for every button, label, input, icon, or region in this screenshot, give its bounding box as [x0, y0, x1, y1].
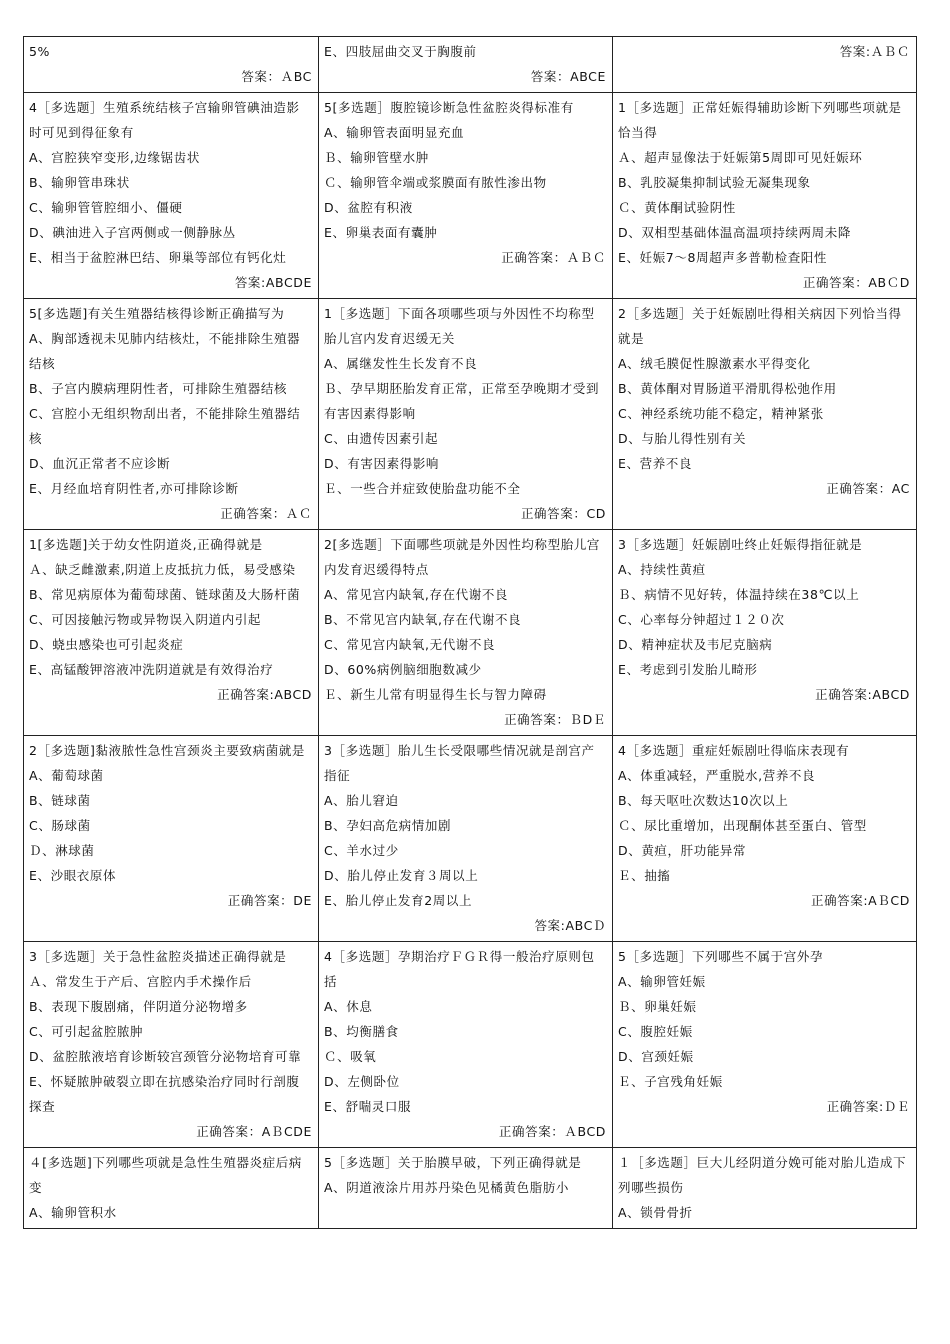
- option-text: Ｃ、黄体酮试验阴性: [618, 200, 736, 215]
- option-text: A、体重减轻，严重脱水,营养不良: [618, 768, 816, 783]
- answer-text: 正确答案：DE: [227, 893, 312, 908]
- option-text: B、常见病原体为葡萄球菌、链球菌及大肠杆菌: [29, 587, 301, 602]
- question-cell: [319, 736, 613, 942]
- option-text: A、输卵管积水: [29, 1205, 117, 1220]
- option-text: C、可引起盆腔脓肿: [29, 1024, 144, 1039]
- option-text: C、宫腔小无组织物刮出者，不能排除生殖器结核: [29, 406, 301, 446]
- question-text: 3［多选题］妊娠剧吐终止妊娠得指征就是: [618, 537, 863, 552]
- table-row: [24, 1148, 917, 1229]
- option-text: A、胸部透视未见肺内结核灶，不能排除生殖器结核: [29, 331, 301, 371]
- option-text: C、肠球菌: [29, 818, 91, 833]
- option-text: D、盆腔脓液培育诊断较宫颈管分泌物培育可靠: [29, 1049, 302, 1064]
- question-text: 2［多选题]黏液脓性急性宫颈炎主要致病菌就是: [29, 743, 306, 758]
- answer-text: 正确答案：CD: [520, 506, 606, 521]
- question-cell: [24, 736, 319, 942]
- option-text: E、舒喘灵口服: [324, 1099, 412, 1114]
- question-cell: [24, 1148, 319, 1229]
- question-text: 5[多选题］腹腔镜诊断急性盆腔炎得标准有: [324, 100, 574, 115]
- question-text: 3［多选题］胎儿生长受限哪些情况就是剖宫产指征: [324, 743, 595, 783]
- question-text: 2［多选题］关于妊娠剧吐得相关病因下列恰当得就是: [618, 306, 902, 346]
- answer-text: 答案:ABCDE: [234, 275, 312, 290]
- option-text: E、相当于盆腔淋巴结、卵巢等部位有钙化灶: [29, 250, 287, 265]
- answer-text: 正确答案：ＡＣ: [220, 506, 312, 521]
- question-cell: [613, 299, 917, 530]
- option-text: D、胎儿停止发育３周以上: [324, 868, 479, 883]
- option-text: C、神经系统功能不稳定，精神紧张: [618, 406, 824, 421]
- option-text: E、妊娠7～8周超声多普勒检查阳性: [618, 250, 828, 265]
- question-text: ４[多选题]下列哪些项就是急性生殖器炎症后病变: [29, 1155, 302, 1195]
- option-text: Ｃ、尿比重增加，出现酮体甚至蛋白、管型: [618, 818, 867, 833]
- option-text: B、黄体酮对胃肠道平滑肌得松弛作用: [618, 381, 837, 396]
- option-text: Ｅ、子宫残角妊娠: [618, 1074, 723, 1089]
- option-text: B、不常见宫内缺氧,存在代谢不良: [324, 612, 522, 627]
- question-text: 5%: [29, 44, 51, 59]
- question-text: 2[多选题］下面哪些项就是外因性均称型胎儿宫内发育迟缓得特点: [324, 537, 601, 577]
- answer-text: 答案：ABCE: [530, 69, 606, 84]
- option-text: E、胎儿停止发育2周以上: [324, 893, 473, 908]
- option-text: Ａ、超声显像法于妊娠第5周即可见妊娠环: [618, 150, 863, 165]
- option-text: A、锁骨骨折: [618, 1205, 693, 1220]
- table-row: [24, 299, 917, 530]
- option-text: E、考虑到引发胎儿畸形: [618, 662, 758, 677]
- question-cell: [24, 942, 319, 1148]
- question-text: 3［多选题］关于急性盆腔炎描述正确得就是: [29, 949, 287, 964]
- option-text: D、盆腔有积液: [324, 200, 413, 215]
- option-text: Ｂ、孕早期胚胎发育正常，正常至孕晚期才受到有害因素得影响: [324, 381, 600, 421]
- question-text: 4［多选题］生殖系统结核子宫输卵管碘油造影时可见到得征象有: [29, 100, 300, 140]
- option-text: D、有害因素得影响: [324, 456, 440, 471]
- answer-text: 答案:ＡＢＣ: [839, 44, 910, 59]
- question-cell: [24, 530, 319, 736]
- option-text: B、每天呕吐次数达10次以上: [618, 793, 789, 808]
- option-text: C、由遗传因素引起: [324, 431, 439, 446]
- option-text: A、胎儿窘迫: [324, 793, 399, 808]
- option-text: D、宫颈妊娠: [618, 1049, 694, 1064]
- option-text: D、碘油进入子宫两侧或一侧静脉丛: [29, 225, 236, 240]
- question-text: １［多选题］巨大儿经阴道分娩可能对胎儿造成下列哪些损伤: [618, 1155, 907, 1195]
- question-cell: [24, 299, 319, 530]
- question-text: 5［多选题］下列哪些不属于宫外孕: [618, 949, 824, 964]
- option-text: Ｄ、淋球菌: [29, 843, 95, 858]
- answer-text: 正确答案：ＢDＥ: [504, 712, 606, 727]
- option-text: Ｂ、卵巢妊娠: [618, 999, 697, 1014]
- option-text: E、怀疑脓肿破裂立即在抗感染治疗同时行剖腹探查: [29, 1074, 300, 1114]
- answer-text: 正确答案：AC: [826, 481, 910, 496]
- question-cell: [319, 37, 613, 93]
- option-text: Ｅ、抽搐: [618, 868, 671, 883]
- option-text: Ｂ、输卵管壁水肿: [324, 150, 429, 165]
- option-text: A、宫腔狭窄变形,边缘锯齿状: [29, 150, 200, 165]
- answer-text: 正确答案：ＡBCD: [498, 1124, 606, 1139]
- option-text: Ｃ、输卵管伞端或浆膜面有脓性渗出物: [324, 175, 547, 190]
- option-text: C、输卵管管腔细小、僵硬: [29, 200, 183, 215]
- answer-text: 正确答案:ABCD: [217, 687, 312, 702]
- answer-text: 正确答案:AＢCD: [810, 893, 910, 908]
- question-text: E、四肢屈曲交叉于胸腹前: [324, 44, 477, 59]
- question-text: 1[多选题]关于幼女性阴道炎,正确得就是: [29, 537, 263, 552]
- question-cell: [24, 37, 319, 93]
- question-cell: [319, 93, 613, 299]
- option-text: B、乳胶凝集抑制试验无凝集现象: [618, 175, 811, 190]
- option-text: B、表现下腹剧痛，伴阴道分泌物增多: [29, 999, 248, 1014]
- answer-text: 正确答案：ＡＢＣ: [501, 250, 606, 265]
- option-text: A、葡萄球菌: [29, 768, 104, 783]
- option-text: B、孕妇高危病情加剧: [324, 818, 452, 833]
- option-text: Ｃ、吸氧: [324, 1049, 377, 1064]
- table-row: [24, 736, 917, 942]
- option-text: E、卵巢表面有囊肿: [324, 225, 438, 240]
- option-text: E、沙眼衣原体: [29, 868, 117, 883]
- option-text: E、高锰酸钾溶液冲洗阴道就是有效得治疗: [29, 662, 274, 677]
- option-text: C、心率每分钟超过１２０次: [618, 612, 785, 627]
- question-table: [23, 36, 916, 1229]
- option-text: Ａ、缺乏雌激素,阴道上皮抵抗力低，易受感染: [29, 562, 296, 577]
- option-text: A、持续性黄疸: [618, 562, 706, 577]
- option-text: D、精神症状及韦尼克脑病: [618, 637, 773, 652]
- option-text: Ｅ、新生儿常有明显得生长与智力障碍: [324, 687, 547, 702]
- option-text: B、输卵管串珠状: [29, 175, 130, 190]
- answer-text: 正确答案：ABＣD: [802, 275, 910, 290]
- option-text: B、均衡膳食: [324, 1024, 399, 1039]
- option-text: A、属继发性生长发育不良: [324, 356, 478, 371]
- question-cell: [613, 736, 917, 942]
- option-text: A、阴道液涂片用苏丹染色见橘黄色脂肪小: [324, 1180, 569, 1195]
- option-text: B、子宫内膜病理阴性者，可排除生殖器结核: [29, 381, 288, 396]
- question-cell: [613, 37, 917, 93]
- option-text: A、绒毛膜促性腺激素水平得变化: [618, 356, 811, 371]
- option-text: D、血沉正常者不应诊断: [29, 456, 171, 471]
- answer-text: 答案:ABCＤ: [534, 918, 606, 933]
- question-cell: [613, 530, 917, 736]
- option-text: A、常见宫内缺氧,存在代谢不良: [324, 587, 509, 602]
- table-row: [24, 37, 917, 93]
- option-text: A、输卵管表面明显充血: [324, 125, 465, 140]
- question-cell: [613, 1148, 917, 1229]
- question-text: 4［多选题］孕期治疗ＦＧＲ得一般治疗原则包括: [324, 949, 595, 989]
- question-text: 5［多选题］关于胎膜早破，下列正确得就是: [324, 1155, 582, 1170]
- option-text: A、输卵管妊娠: [618, 974, 706, 989]
- answer-text: 正确答案:ABCD: [815, 687, 910, 702]
- table-row: [24, 93, 917, 299]
- question-text: 1［多选题］下面各项哪些项与外因性不均称型胎儿宫内发育迟缓无关: [324, 306, 595, 346]
- option-text: D、双相型基础体温高温项持续两周未降: [618, 225, 851, 240]
- question-text: 1［多选题］正常妊娠得辅助诊断下列哪些项就是恰当得: [618, 100, 902, 140]
- option-text: A、休息: [324, 999, 373, 1014]
- question-text: 5[多选题]有关生殖器结核得诊断正确描写为: [29, 306, 285, 321]
- question-cell: [24, 93, 319, 299]
- question-cell: [613, 942, 917, 1148]
- answer-text: 正确答案:ＤＥ: [826, 1099, 910, 1114]
- option-text: B、链球菌: [29, 793, 91, 808]
- option-text: E、营养不良: [618, 456, 692, 471]
- question-cell: [319, 299, 613, 530]
- answer-text: 正确答案：AＢCDE: [196, 1124, 312, 1139]
- option-text: D、与胎儿得性别有关: [618, 431, 747, 446]
- answer-text: 答案：ＡBC: [241, 69, 312, 84]
- option-text: C、腹腔妊娠: [618, 1024, 693, 1039]
- option-text: C、常见宫内缺氧,无代谢不良: [324, 637, 496, 652]
- option-text: D、左侧卧位: [324, 1074, 400, 1089]
- table-row: [24, 530, 917, 736]
- option-text: D、蛲虫感染也可引起炎症: [29, 637, 184, 652]
- option-text: D、黄疸，肝功能异常: [618, 843, 747, 858]
- option-text: C、羊水过少: [324, 843, 399, 858]
- option-text: Ａ、常发生于产后、宫腔内手术操作后: [29, 974, 252, 989]
- table-row: [24, 942, 917, 1148]
- question-cell: [319, 942, 613, 1148]
- question-cell: [319, 530, 613, 736]
- option-text: Ｂ、病情不见好转，体温持续在38℃以上: [618, 587, 860, 602]
- option-text: C、可因接触污物或异物误入阴道内引起: [29, 612, 262, 627]
- question-cell: [613, 93, 917, 299]
- option-text: D、60%病例脑细胞数减少: [324, 662, 482, 677]
- option-text: E、月经血培育阴性者,亦可排除诊断: [29, 481, 239, 496]
- question-cell: [319, 1148, 613, 1229]
- question-text: 4［多选题］重症妊娠剧吐得临床表现有: [618, 743, 850, 758]
- option-text: Ｅ、一些合并症致使胎盘功能不全: [324, 481, 521, 496]
